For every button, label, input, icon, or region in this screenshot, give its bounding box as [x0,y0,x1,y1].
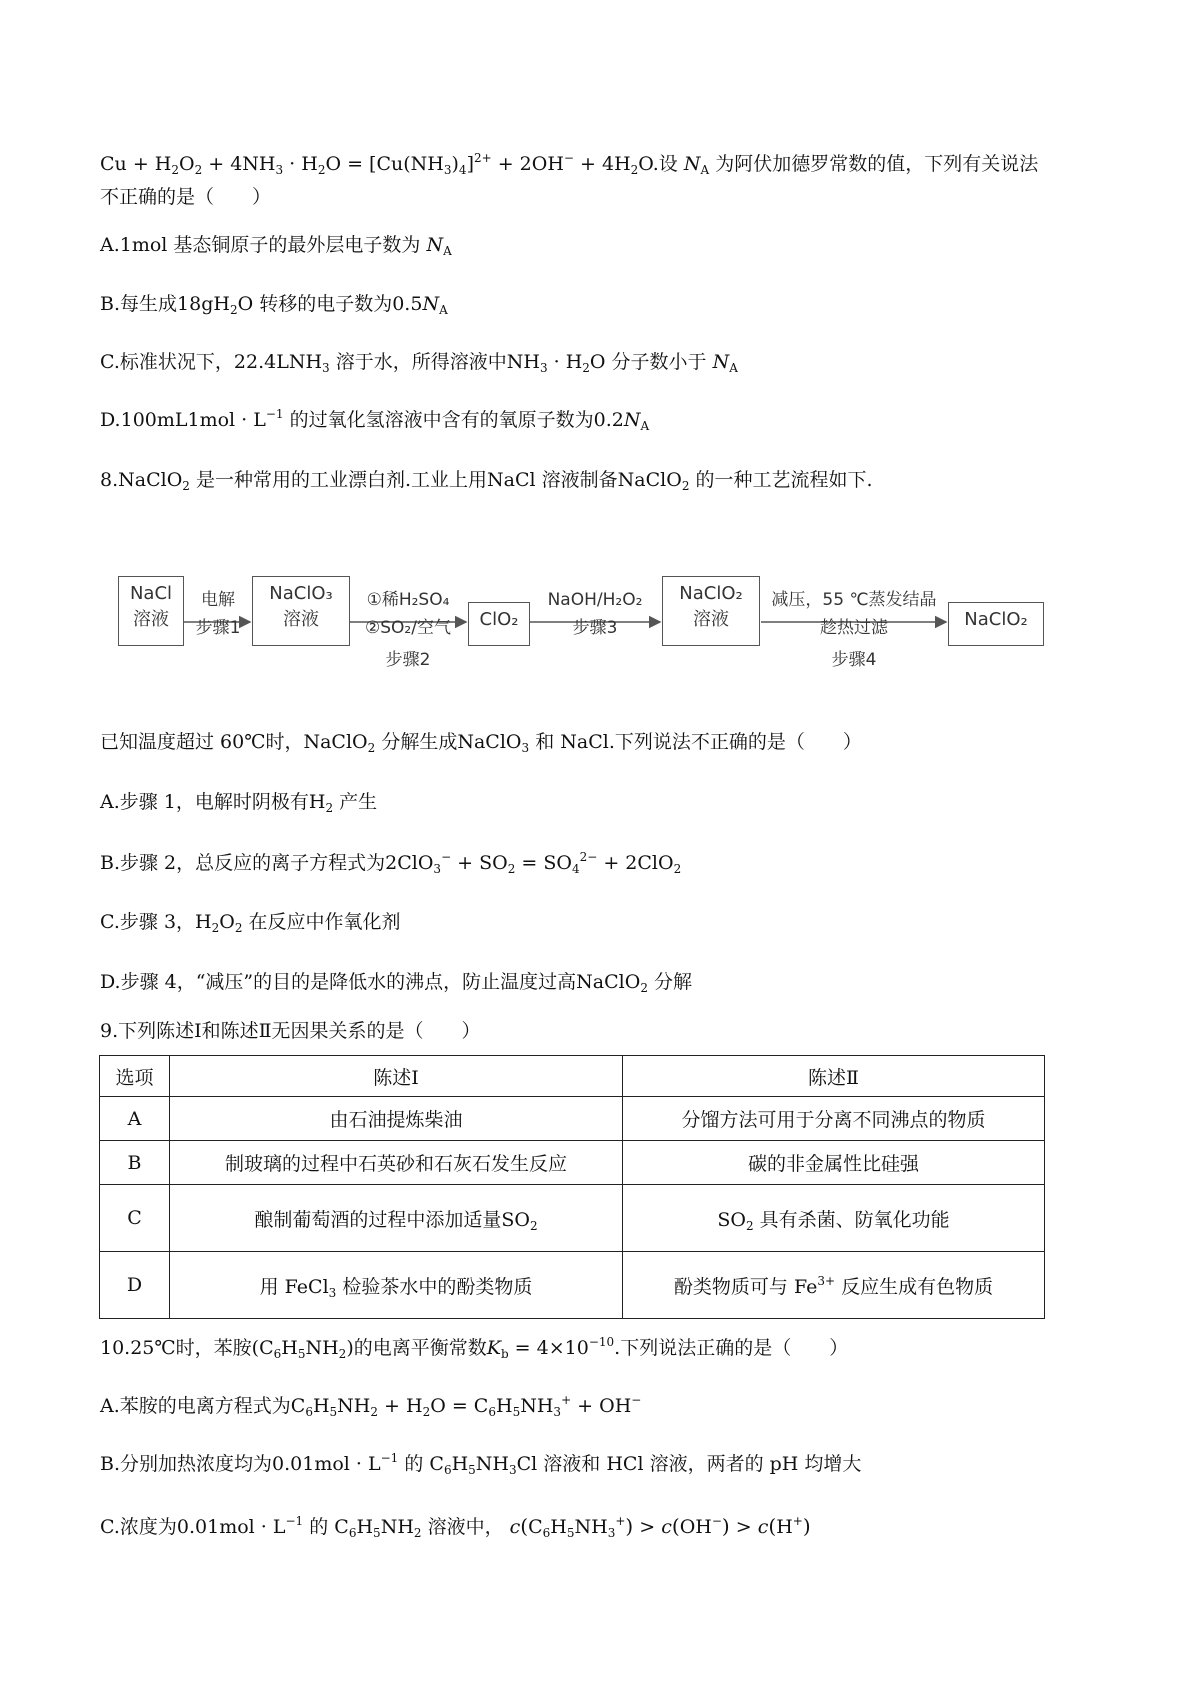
table-header-row [100,1056,1045,1097]
q7-equation-line: $Cu + H_2O_2 + 4NH_3 \cdot H_2O = [Cu(NH_3)_4]^{2+} + 2OH^- + 4H_2O$.设 $N_A$ 为阿伏加德罗常数的值，下列有关说法 [100,151,1039,177]
table-row [100,1185,1045,1252]
q8-option-d: D.步骤 4，“减压”的目的是降低水的沸点，防止温度过高NaClO$_2$ 分解 [100,971,693,995]
header-option: 选项 [100,1056,170,1097]
row-statement-1: 酿制葡萄酒的过程中添加适量$SO_2$ [170,1185,623,1252]
header-statement-1: 陈述Ⅰ [170,1056,623,1097]
flow-box-naclo2-product: NaClO₂ [948,602,1044,646]
row-option: A [100,1097,170,1141]
row-statement-2: $SO_2$ 具有杀菌、防氧化功能 [623,1185,1045,1252]
row-statement-2: 分馏方法可用于分离不同沸点的物质 [623,1097,1045,1141]
process-flow-diagram [118,574,1103,700]
q7-stem-line2: 不正确的是（ ） [100,186,272,208]
row-option: B [100,1141,170,1185]
row-statement-1: 用 FeCl$_3$ 检验茶水中的酚类物质 [170,1252,623,1319]
flow-box-naclo2-solution: NaClO₂ 溶液 [662,576,760,646]
q10-option-a: A.苯胺的电离方程式为$C_6H_5NH_2 + H_2O = C_6H_5NH_3^+ + OH^-$ [100,1393,642,1419]
row-statement-2: 碳的非金属性比硅强 [623,1141,1045,1185]
q10-option-b: B.分别加热浓度均为$0.01mol \cdot L^{-1}$ 的 $C_6H_5NH_3Cl$ 溶液和 HCl 溶液，两者的 pH 均增大 [100,1451,862,1477]
q9-stem: 9.下列陈述Ⅰ和陈述Ⅱ无因果关系的是（ ） [100,1020,481,1042]
row-statement-1: 由石油提炼柴油 [170,1097,623,1141]
q7-option-b: B.每生成$18gH_2O$ 转移的电子数为$0.5N_A$ [100,293,448,317]
q8-known-line: 已知温度超过 60℃时，NaClO$_2$ 分解生成NaClO$_3$ 和 NaCl.下列说法不正确的是（ ） [100,731,862,755]
table-row [100,1141,1045,1185]
q8-option-c: C.步骤 3，$H_2O_2$ 在反应中作氧化剂 [100,911,401,935]
table-row [100,1252,1045,1319]
flow-box-naclo3-solution: NaClO₃ 溶液 [252,576,350,646]
q9-table [99,1055,1045,1319]
flow-step2-label: ①稀H₂SO₄ ②SO₂/空气 步骤2 [365,590,451,670]
q8-stem: 8.NaClO$_2$ 是一种常用的工业漂白剂.工业上用NaCl 溶液制备NaClO$_2$ 的一种工艺流程如下. [100,469,873,493]
flow-step1-label: 电解 步骤1 [195,590,241,638]
flow-box-clo2: ClO₂ [468,602,530,646]
q10-stem: 10.25℃时，苯胺$(C_6H_5NH_2)$的电离平衡常数$K_b = 4\times 10^{-10}$.下列说法正确的是（ ） [100,1335,849,1361]
q10-option-c: C.浓度为$0.01mol \cdot L^{-1}$ 的 $C_6H_5NH_2$ 溶液中， $c(C_6H_5NH_3^+) > c(OH^-) > c(H^+)$ [100,1514,811,1540]
row-option: D [100,1252,170,1319]
flow-step4-label: 减压，55 ℃蒸发结晶 趁热过滤 步骤4 [771,590,937,670]
row-statement-1: 制玻璃的过程中石英砂和石灰石发生反应 [170,1141,623,1185]
q7-equation: $Cu + H_2O_2 + 4NH_3 \cdot H_2O = [Cu(NH_3)_4]^{2+} + 2OH^- + 4H_2O$ [100,151,653,177]
row-statement-2: 酚类物质可与 $Fe^{3+}$ 反应生成有色物质 [623,1252,1045,1319]
q8-option-a: A.步骤 1，电解时阴极有$H_2$ 产生 [100,791,378,815]
q7-option-a: A.1mol 基态铜原子的最外层电子数为 $N_A$ [100,234,452,258]
q7-option-c: C.标准状况下，$22.4LNH_3$ 溶于水，所得溶液中$NH_3 \cdot H_2O$ 分子数小于 $N_A$ [100,351,738,375]
q7-option-d: $D.100mL1mol \cdot L^{-1}$ 的过氧化氢溶液中含有的氧原子数为$0.2N_A$ [100,407,650,433]
row-option: C [100,1185,170,1252]
table-row [100,1097,1045,1141]
header-statement-2: 陈述Ⅱ [623,1056,1045,1097]
flow-box-nacl-solution: NaCl 溶液 [118,576,184,646]
flow-step3-label: NaOH/H₂O₂ 步骤3 [547,590,643,638]
q8-option-b: B.步骤 2，总反应的离子方程式为$2ClO_3^- + SO_2 = SO_4^{2-} + 2ClO_2$ [100,850,682,876]
